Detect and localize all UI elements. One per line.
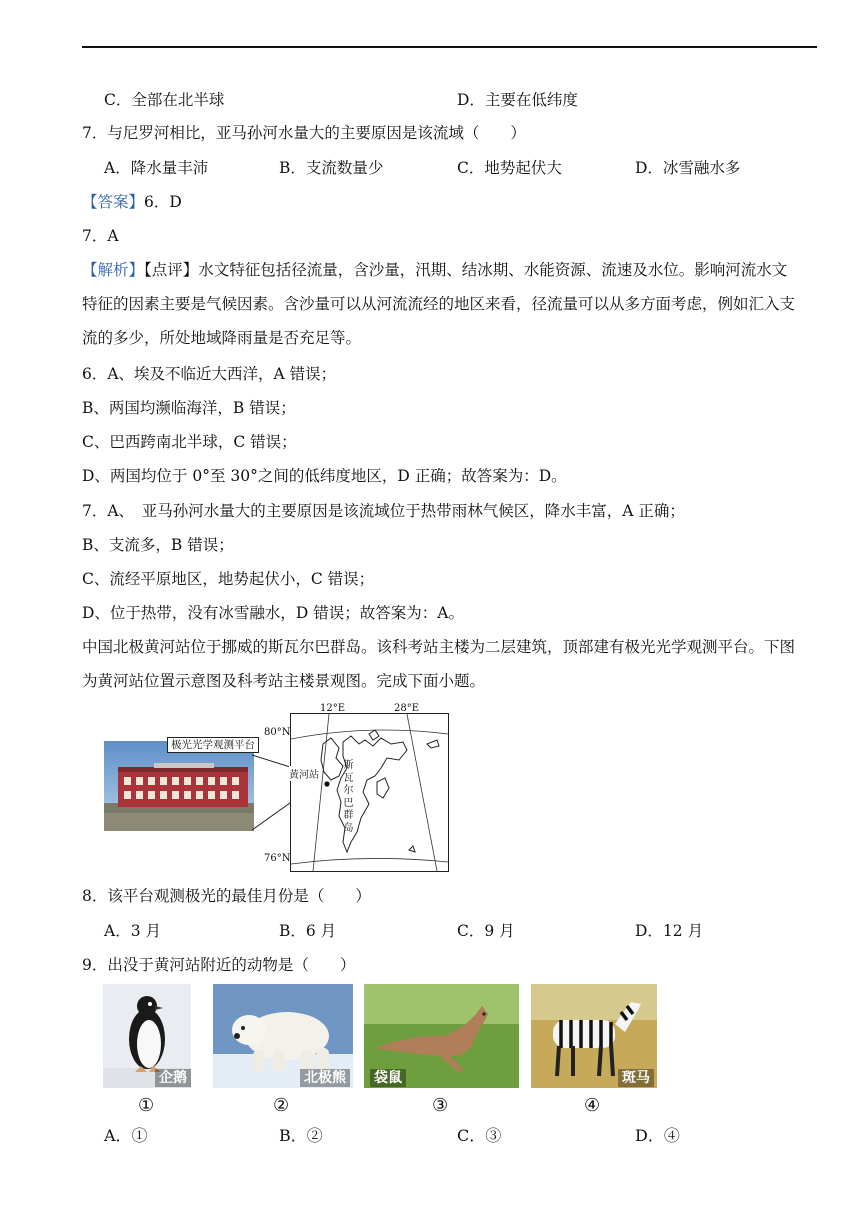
passage-line-2: 为黄河站位置示意图及科考站主楼景观图。完成下面小题。 bbox=[82, 672, 486, 690]
q9-option-a: A．① bbox=[104, 1126, 148, 1145]
q7-option-d: D．冰雪融水多 bbox=[635, 159, 741, 177]
answer-tag: 【答案】 bbox=[82, 193, 145, 211]
svalbard-map bbox=[290, 713, 449, 872]
zebra-number: ④ bbox=[584, 1095, 601, 1116]
archipelago-label: 斯 瓦 尔 巴 群 岛 bbox=[343, 760, 354, 834]
q7-analysis-b: B、支流多，B 错误； bbox=[82, 536, 234, 554]
q7-option-a: A．降水量丰沛 bbox=[104, 159, 209, 177]
q6-option-d: D．主要在低纬度 bbox=[457, 91, 578, 109]
q7-analysis-d: D、位于热带，没有冰雪融水，D 错误；故答案为：A。 bbox=[82, 604, 464, 622]
station-label: 黄河站 bbox=[289, 766, 319, 781]
q6-analysis-c: C、巴西跨南北半球，C 错误； bbox=[82, 433, 297, 451]
answer-q7: 7．A bbox=[82, 227, 119, 245]
lon-12e: 12°E bbox=[320, 703, 346, 714]
q6-analysis-d: D、两国均位于 0°至 30°之间的低纬度地区，D 正确；故答案为：D。 bbox=[82, 467, 567, 485]
penguin-caption: 企鹅 bbox=[155, 1069, 191, 1087]
q8-option-a: A．3 月 bbox=[104, 922, 161, 940]
comment-tag: 【点评】 bbox=[144, 261, 199, 279]
q6-analysis-a: 6．A、埃及不临近大西洋，A 错误； bbox=[82, 365, 337, 383]
header-rule bbox=[82, 46, 817, 48]
lat-80n: 80°N bbox=[264, 727, 291, 738]
q6-analysis-b: B、两国均濒临海洋，B 错误； bbox=[82, 399, 296, 417]
q7-stem: 7．与尼罗河相比，亚马孙河水量大的主要原因是该流域（ ） bbox=[82, 124, 526, 142]
q8-stem: 8．该平台观测极光的最佳月份是（ ） bbox=[82, 887, 371, 905]
lat-76n: 76°N bbox=[264, 853, 291, 864]
analysis-tag: 【解析】 bbox=[82, 261, 145, 279]
q9-option-b: B．② bbox=[279, 1126, 323, 1145]
q6-option-c: C．全部在北半球 bbox=[104, 91, 225, 109]
q8-option-b: B．6 月 bbox=[279, 922, 337, 940]
q7-option-b: B．支流数量少 bbox=[279, 159, 384, 177]
polar-bear-number: ② bbox=[273, 1095, 290, 1116]
lon-28e: 28°E bbox=[394, 703, 420, 714]
passage-line-1: 中国北极黄河站位于挪威的斯瓦尔巴群岛。该科考站主楼为二层建筑，顶部建有极光光学观测平台。下图 bbox=[82, 638, 796, 656]
polar-bear-caption: 北极熊 bbox=[300, 1069, 350, 1087]
kangaroo-caption: 袋鼠 bbox=[370, 1069, 406, 1087]
analysis-line-1 bbox=[82, 260, 787, 280]
q7-option-c: C．地势起伏大 bbox=[457, 159, 562, 177]
comment-text-3: 流的多少，所处地域降雨量是否充足等。 bbox=[82, 329, 362, 347]
station-photo bbox=[104, 741, 254, 831]
q8-option-c: C．9 月 bbox=[457, 922, 515, 940]
q8-option-d: D．12 月 bbox=[635, 922, 704, 940]
comment-text-2: 特征的因素主要是气候因素。含沙量可以从河流流经的地区来看，径流量可以从多方面考虑，例如汇入支 bbox=[82, 295, 796, 313]
penguin-number: ① bbox=[138, 1095, 155, 1116]
zebra-caption: 斑马 bbox=[618, 1069, 654, 1087]
q7-analysis-c: C、流经平原地区，地势起伏小，C 错误； bbox=[82, 570, 375, 588]
q9-option-c: C．③ bbox=[457, 1126, 502, 1145]
kangaroo-number: ③ bbox=[432, 1095, 449, 1116]
photo-label: 极光光学观测平台 bbox=[167, 737, 259, 753]
comment-text-1: 水文特征包括径流量，含沙量，汛期、结冰期、水能资源、流速及水位。影响河流水文 bbox=[198, 261, 788, 279]
q7-analysis-a: 7．A、 亚马孙河水量大的主要原因是该流域位于热带雨林气候区，降水丰富，A 正确； bbox=[82, 502, 685, 520]
answer-q6: 6．D bbox=[144, 193, 182, 211]
answer-line-q6 bbox=[82, 192, 182, 212]
q9-option-d: D．④ bbox=[635, 1126, 680, 1145]
q9-stem: 9．出没于黄河站附近的动物是（ ） bbox=[82, 956, 356, 974]
